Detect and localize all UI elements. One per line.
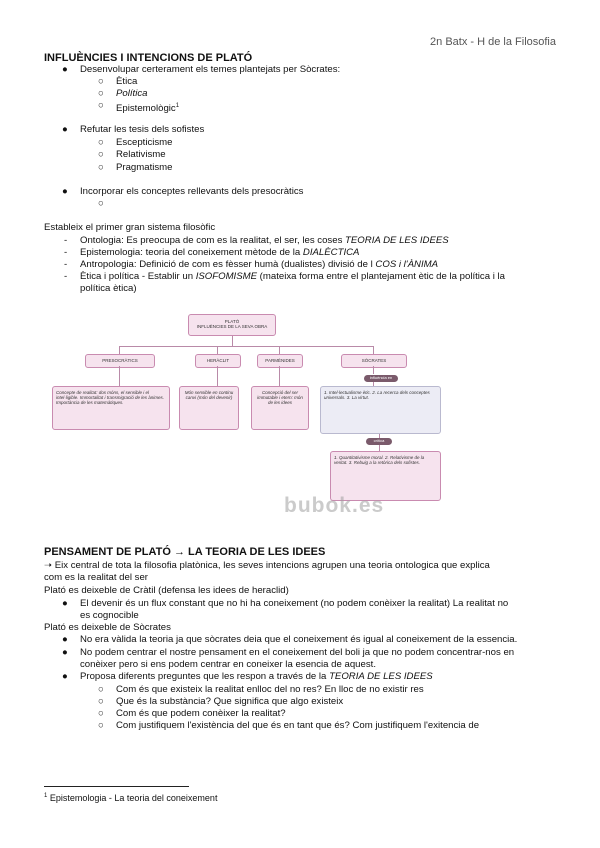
bullet-dot: ● xyxy=(62,186,68,197)
bullet-circle: ○ xyxy=(98,149,104,160)
connector xyxy=(119,366,120,386)
sub-escepticisme: Escepticisme xyxy=(116,137,173,148)
bullet-presocratics: Incorporar els conceptes rellevants dels presocràtics xyxy=(80,186,304,197)
intro-sistema: Estableix el primer gran sistema filosòfic xyxy=(44,222,216,233)
connector xyxy=(373,366,374,374)
bullet-boli: No podem centrar el nostre pensament en el coneixement del boli ja que no podem concentrar-nos en xyxy=(80,647,515,658)
bullet-circle: ○ xyxy=(98,162,104,173)
question-1: Com és que existeix la realitat enlloc del no res? En lloc de no existir res xyxy=(116,684,424,695)
footnote: $^1$ Epistemologia - La teoria del coneixement xyxy=(44,793,218,803)
bullet-circle: ○ xyxy=(98,684,104,695)
pill-critica: crítica xyxy=(366,438,392,445)
connector xyxy=(373,346,374,354)
para-socrates: Plató es deixeble de Sòcrates xyxy=(44,622,171,633)
section-title-teoria-idees: PENSAMENT DE PLATÓ → LA TEORIA DE LES IDEES xyxy=(44,546,326,558)
node-presocratics: PRESOCRÀTICS xyxy=(85,354,155,368)
page-header: 2n Batx - H de la Filosofia xyxy=(430,36,556,48)
footnote-rule xyxy=(44,786,189,787)
sub-politica: Política xyxy=(116,88,148,99)
watermark: bubok.es xyxy=(284,494,385,517)
bullet-circle: ○ xyxy=(98,88,104,99)
connector xyxy=(217,346,218,354)
dash-etica-politica-cont: política ètica) xyxy=(80,283,137,294)
dash: - xyxy=(64,271,68,282)
bullet-circle: ○ xyxy=(98,76,104,87)
diagram-top-node: PLATÓ INFLUÈNCIES DE LA SEVA OBRA xyxy=(188,314,276,336)
bullet-no-valida: No era vàlida la teoria ja que sòcrates deia que el coneixement és igual al coneixement de la essencia. xyxy=(80,634,518,645)
node-socrates: SÒCRATES xyxy=(341,354,407,368)
para-eix-central: ➝ Eix central de tota la filosofia platònica, les seves intencions agrupen una teoria ontologica que explica xyxy=(44,560,490,571)
bullet-boli-cont: conèixer pero si ens podem centrar en coneixer la esencia de aquest. xyxy=(80,659,376,670)
bullet-dot: ● xyxy=(62,647,68,658)
sub-pragmatisme: Pragmatisme xyxy=(116,162,173,173)
dash-ontologia: Ontologia: Es preocupa de com es la realitat, el ser, les coses TEORIA DE LES IDEES xyxy=(80,235,449,246)
pill-influencia: influència en xyxy=(364,375,398,382)
node-heraclit: HERÀCLIT xyxy=(195,354,241,368)
dash: - xyxy=(64,247,68,258)
para-cratil: Plató es deixeble de Cràtil (defensa les idees de heraclid) xyxy=(44,585,289,596)
bullet-preguntes: Proposa diferents preguntes que les respon a través de la TEORIA DE LES IDEES xyxy=(80,671,433,682)
dash-etica-politica: Ètica i política - Establir un ISOFOMISME (mateixa forma entre el plantejament ètic de la política i la xyxy=(80,271,505,282)
bullet-circle: ○ xyxy=(98,100,104,111)
connector xyxy=(217,366,218,386)
bullet-devenir-cont: es cognocible xyxy=(80,610,139,621)
bullet-devenir: El devenir és un flux constant que no hi ha coneixement (no podem conèixer la realitat) La realitat no xyxy=(80,598,509,609)
connector xyxy=(232,336,233,346)
connector xyxy=(119,346,120,354)
bullet-dot: ● xyxy=(62,598,68,609)
bullet-dot: ● xyxy=(62,64,68,75)
influences-diagram xyxy=(52,308,447,522)
text-parmenides: Concepció del ser immutable i etern: món de les idees xyxy=(251,386,309,430)
bullet-circle: ○ xyxy=(98,720,104,731)
bullet-dot: ● xyxy=(62,634,68,645)
text-sofistes: 1. Quantitativisme moral. 2. Relativisme de la veritat. 3. Rebuig a la retòrica dels sofistes. xyxy=(330,451,441,501)
bullet-socrates: Desenvolupar certerament els temes plantejats per Sòcrates: xyxy=(80,64,341,75)
text-socrates: 1. Intel·lectualisme ètic. 2. La recerca dels conceptes universals. 3. La virtut. xyxy=(320,386,441,434)
text-heraclit: Món sensible en continu canvi (món del devenir) xyxy=(179,386,239,430)
connector xyxy=(279,366,280,386)
bullet-circle-empty: ○ xyxy=(98,198,104,209)
bullet-circle: ○ xyxy=(98,696,104,707)
section-title-influences: INFLUÈNCIES I INTENCIONS DE PLATÓ xyxy=(44,52,253,64)
dash-epistemologia: Epistemologia: teoria del coneixement mètode de la DIALÈCTICA xyxy=(80,247,360,258)
footnote-ref[interactable]: 1 xyxy=(175,103,180,109)
question-4: Com justifiquem l'existència del que és en tant que és? Com justifiquem l'exitencia de xyxy=(116,720,480,731)
bullet-dot: ● xyxy=(62,124,68,135)
connector xyxy=(279,346,280,354)
sub-relativisme: Relativisme xyxy=(116,149,166,160)
question-2: Que és la substància? Que significa que algo existeix xyxy=(116,696,344,707)
question-3: Com és que podem conèixer la realitat? xyxy=(116,708,286,719)
bullet-circle: ○ xyxy=(98,708,104,719)
sub-etica: Ètica xyxy=(116,76,138,87)
dash-antropologia: Antropologia: Definició de com es fèsser humà (dualistes) divisió de l COS i l'ÀNIMA xyxy=(80,259,439,270)
connector xyxy=(119,346,373,347)
sub-epistemologic: Epistemològic$^1$ xyxy=(116,103,180,115)
dash: - xyxy=(64,259,68,270)
bullet-dot: ● xyxy=(62,671,68,682)
bullet-sofistes: Refutar les tesis dels sofistes xyxy=(80,124,205,135)
text-presocratics: Concepte de realitat: dos móns, el sensible i el intel·ligible. Immortalitat i transmigració de les ànimes. Importància de les matemàtiques. xyxy=(52,386,170,430)
bullet-circle: ○ xyxy=(98,137,104,148)
para-eix-central-cont: com es la realitat del ser xyxy=(44,572,148,583)
dash: - xyxy=(64,235,68,246)
node-parmenides: PARMÈNIDES xyxy=(257,354,303,368)
